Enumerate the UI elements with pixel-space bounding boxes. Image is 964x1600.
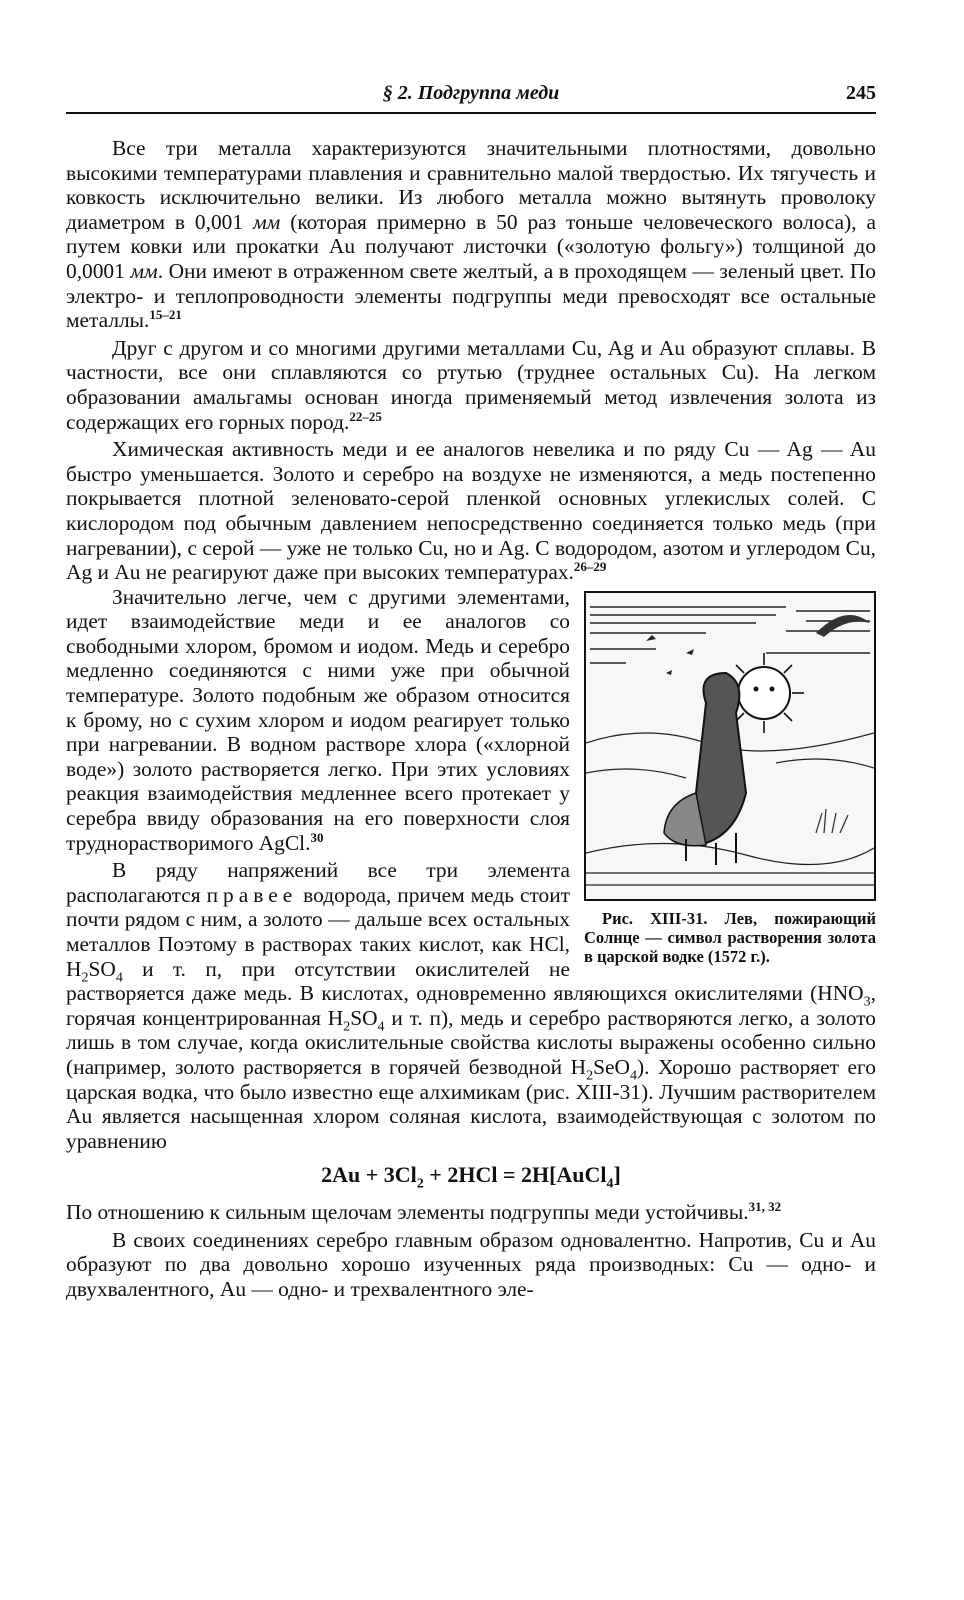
paragraph-7 <box>66 1228 876 1302</box>
paragraph-text: и т. п), медь и серебро растворяются легко, а золото лишь в том случае, когда окислительные свойства кислоты выражены особенно сильно (например, золото растворяется в горячей безводной H <box>66 1005 877 1079</box>
paragraph-1 <box>66 136 876 333</box>
subscript: 2 <box>586 1068 594 1084</box>
subscript: 2 <box>343 1019 351 1035</box>
equation-part: ] <box>613 1162 621 1188</box>
figure-lion-sun <box>584 591 876 966</box>
subscript: 2 <box>416 1176 424 1192</box>
paragraph-text: SeO <box>593 1054 630 1079</box>
reference-note: 15–21 <box>149 307 182 323</box>
paragraph-text: SO <box>350 1005 378 1030</box>
paragraph-text: ). Хорошо растворяет его царская водка, что было известно еще алхимикам (рис. XIII-31). Лучшим растворителем Au является насыщенная хлором соляная кислота, взаимодействующая с золотом по уравнению <box>66 1054 876 1153</box>
paragraph-text: (которая примерно в 50 раз тоньше человеческого волоса), а путем ковки или прокатки Au получают листочки («золотую фольгу») толщиной до 0,0001 <box>66 209 876 283</box>
lion-devouring-sun-woodcut <box>584 591 876 901</box>
subscript: 2 <box>81 969 89 985</box>
subscript: 4 <box>377 1019 385 1035</box>
page-number: 245 <box>846 82 876 104</box>
paragraph-text: , горячая концентрированная H <box>66 981 876 1030</box>
running-title: § 2. Подгруппа меди <box>382 82 560 104</box>
subscript: 4 <box>606 1176 614 1192</box>
book-page <box>66 78 876 1301</box>
paragraph-6 <box>66 1200 876 1225</box>
reference-note: 30 <box>310 829 324 845</box>
unit: мм <box>130 258 158 283</box>
paragraph-text: В своих соединениях серебро главным образом одновалентно. Напротив, Cu и Au образуют по два довольно хорошо изученных ряда производных: Cu — одно- и двухвалентного, Au — одно- и трехвалентного эле- <box>66 1227 876 1301</box>
reference-note: 22–25 <box>349 408 382 424</box>
subscript: 4 <box>629 1068 637 1084</box>
reference-note: 31, 32 <box>748 1198 782 1214</box>
paragraph-text: Друг с другом и со многими другими металлами Cu, Ag и Au образуют сплавы. В частности, все они сплавляются со ртутью (труднее остальных Cu). На легком образовании амальгамы основан иногда применяемый метод извлечения золота из содержащих его горных пород. <box>66 335 876 434</box>
page-header <box>66 78 876 114</box>
paragraph-text: и т. п, при отсутствии окислителей не растворяется даже медь. В кислотах, одновременно являющихся окислителями (HNO <box>66 956 864 1006</box>
paragraph-text: По отношению к сильным щелочам элементы подгруппы меди устойчивы. <box>66 1199 749 1224</box>
paragraph-text: . Они имеют в отраженном свете желтый, а в проходящем — зеленый цвет. По электро- и теплопроводности элементы подгруппы меди превосходят все остальные металлы. <box>66 258 876 333</box>
reference-note: 26–29 <box>573 558 607 574</box>
paragraph-text: В ряду напряжений все три элемента располагаются <box>66 858 570 907</box>
paragraph-text: Химическая активность меди и ее аналогов невелика и по ряду Cu — Ag — Au быстро уменьшается. Золото и серебро на воздухе не изменяются, а медь постепенно покрывается плотной зеленовато-серой пленкой основных углекислых солей. С кислородом под обычным давлением непосредственно соединяется только медь (при нагревании), с серой — уже не только Cu, но и Ag. С водородом, азотом и углеродом Cu, Ag и Au не реагируют даже при высоких температурах. <box>66 437 876 585</box>
equation-part: 2Au + 3Cl <box>321 1162 417 1188</box>
chemical-equation <box>66 1162 876 1192</box>
paragraph-text: водорода, причем медь стоит почти рядом с ним, а золото — дальше всех остальных металлов Поэтому в растворах таких кислот, как HCl, H <box>66 882 570 981</box>
body-text <box>66 136 876 1301</box>
paragraph-text: Все три металла характеризуются значительными плотностями, довольно высокими температурами плавления и сравнительно малой твердостью. Их тягучесть и ковкость исключительно велики. Из любого металла можно вытянуть проволоку диаметром в 0,001 <box>66 136 876 234</box>
unit: мм <box>252 209 281 234</box>
paragraph-3 <box>66 437 876 585</box>
paragraph-2 <box>66 336 876 434</box>
paragraph-text: SO <box>88 956 116 981</box>
emphasized-word: правее <box>206 882 298 907</box>
subscript: 4 <box>115 969 123 985</box>
subscript: 3 <box>863 994 871 1010</box>
figure-caption: Рис. XIII-31. Лев, пожирающий Солнце — символ растворения золота в царской водке (1572 г.). <box>584 908 876 966</box>
equation-part: + 2HCl = 2H[AuCl <box>423 1162 607 1188</box>
paragraph-text: Значительно легче, чем с другими элементами, идет взаимодействие меди и ее аналогов со свободными хлором, бромом и иодом. Медь и серебро медленно соединяются с ними уже при обычной температуре. Золото подобным же образом относится к брому, но с сухим хлором и иодом реагирует только при нагревании. В водном растворе хлора («хлорной воде») золото растворяется легко. При этих условиях реакция взаимодействия медленнее всего протекает у серебра ввиду образования на его поверхности слоя труднорастворимого AgCl. <box>66 584 570 855</box>
